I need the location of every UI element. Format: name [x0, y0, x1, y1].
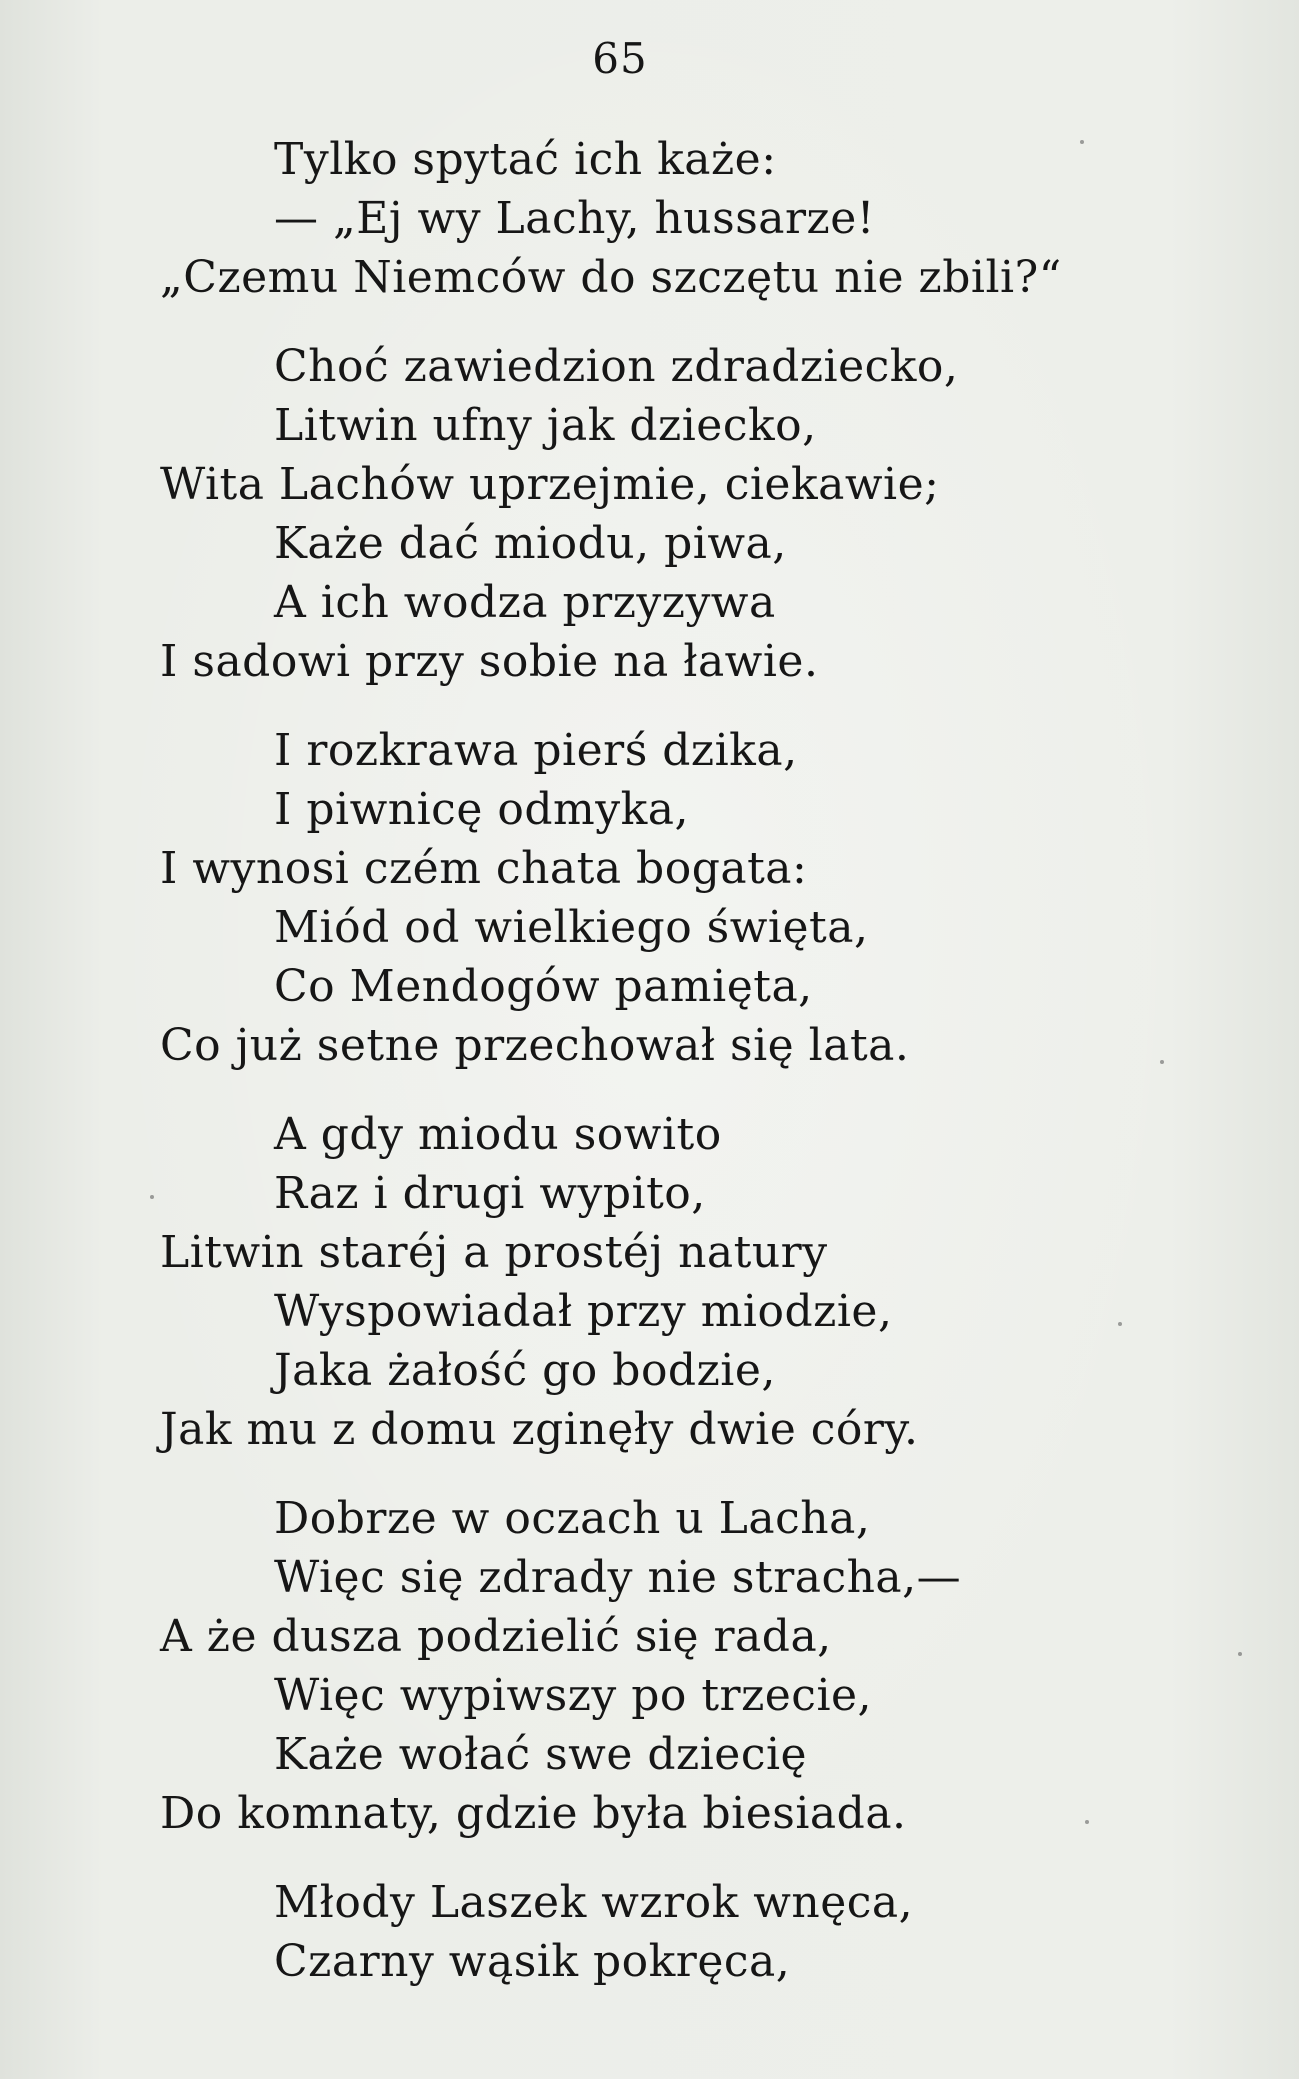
poem-line: Litwin staréj a prostéj natury — [160, 1227, 828, 1278]
poem-line: A ich wodza przyzywa — [274, 577, 776, 628]
poem-line: Każe dać miodu, piwa, — [274, 518, 787, 569]
poem-line: I wynosi czém chata bogata: — [160, 843, 808, 894]
stanza-1 — [160, 130, 1160, 307]
poem-line: Młody Laszek wzrok wnęca, — [274, 1877, 914, 1928]
poem-line: Miód od wielkiego święta, — [274, 902, 869, 953]
poem-line: I sadowi przy sobie na ławie. — [160, 636, 819, 687]
poem-line: Dobrze w oczach u Lacha, — [274, 1493, 871, 1544]
stanza-3 — [160, 721, 1160, 1075]
poem-line: Jaka żałość go bodzie, — [274, 1345, 776, 1396]
page-number: 65 — [592, 34, 648, 83]
poem-line: Tylko spytać ich każe: — [274, 134, 777, 185]
poem-line: Jak mu z domu zginęły dwie córy. — [160, 1404, 919, 1455]
poem-line: Co Mendogów pamięta, — [274, 961, 813, 1012]
poem-text — [160, 130, 1160, 2021]
paper-speck — [1238, 1652, 1242, 1656]
poem-line: I rozkrawa pierś dzika, — [274, 725, 798, 776]
paper-speck — [1160, 1060, 1164, 1064]
paper-speck — [1080, 140, 1084, 144]
poem-line: I piwnicę odmyka, — [274, 784, 689, 835]
poem-line: Wita Lachów uprzejmie, ciekawie; — [160, 459, 940, 510]
poem-line: A że dusza podzielić się rada, — [160, 1611, 832, 1662]
poem-line: Więc wypiwszy po trzecie, — [274, 1670, 873, 1721]
poem-line: „Czemu Niemców do szczętu nie zbili?“ — [160, 252, 1062, 303]
poem-line: Wyspowiadał przy miodzie, — [274, 1286, 893, 1337]
stanza-6 — [160, 1873, 1160, 1991]
poem-line: Do komnaty, gdzie była biesiada. — [160, 1788, 907, 1839]
poem-line: A gdy miodu sowito — [274, 1109, 722, 1160]
poem-line: Więc się zdrady nie stracha,— — [274, 1552, 962, 1603]
paper-speck — [1085, 1820, 1089, 1824]
stanza-2 — [160, 337, 1160, 691]
poem-line: Każe wołać swe dziecię — [274, 1729, 808, 1780]
stanza-4 — [160, 1105, 1160, 1459]
stanza-5 — [160, 1489, 1160, 1843]
poem-line: Czarny wąsik pokręca, — [274, 1936, 791, 1987]
paper-speck — [150, 1195, 154, 1199]
poem-line: Co już setne przechował się lata. — [160, 1020, 910, 1071]
poem-line: — „Ej wy Lachy, hussarze! — [274, 193, 875, 244]
paper-speck — [1118, 1322, 1122, 1326]
poem-line: Raz i drugi wypito, — [274, 1168, 706, 1219]
poem-line: Litwin ufny jak dziecko, — [274, 400, 817, 451]
poem-line: Choć zawiedzion zdradziecko, — [274, 341, 959, 392]
